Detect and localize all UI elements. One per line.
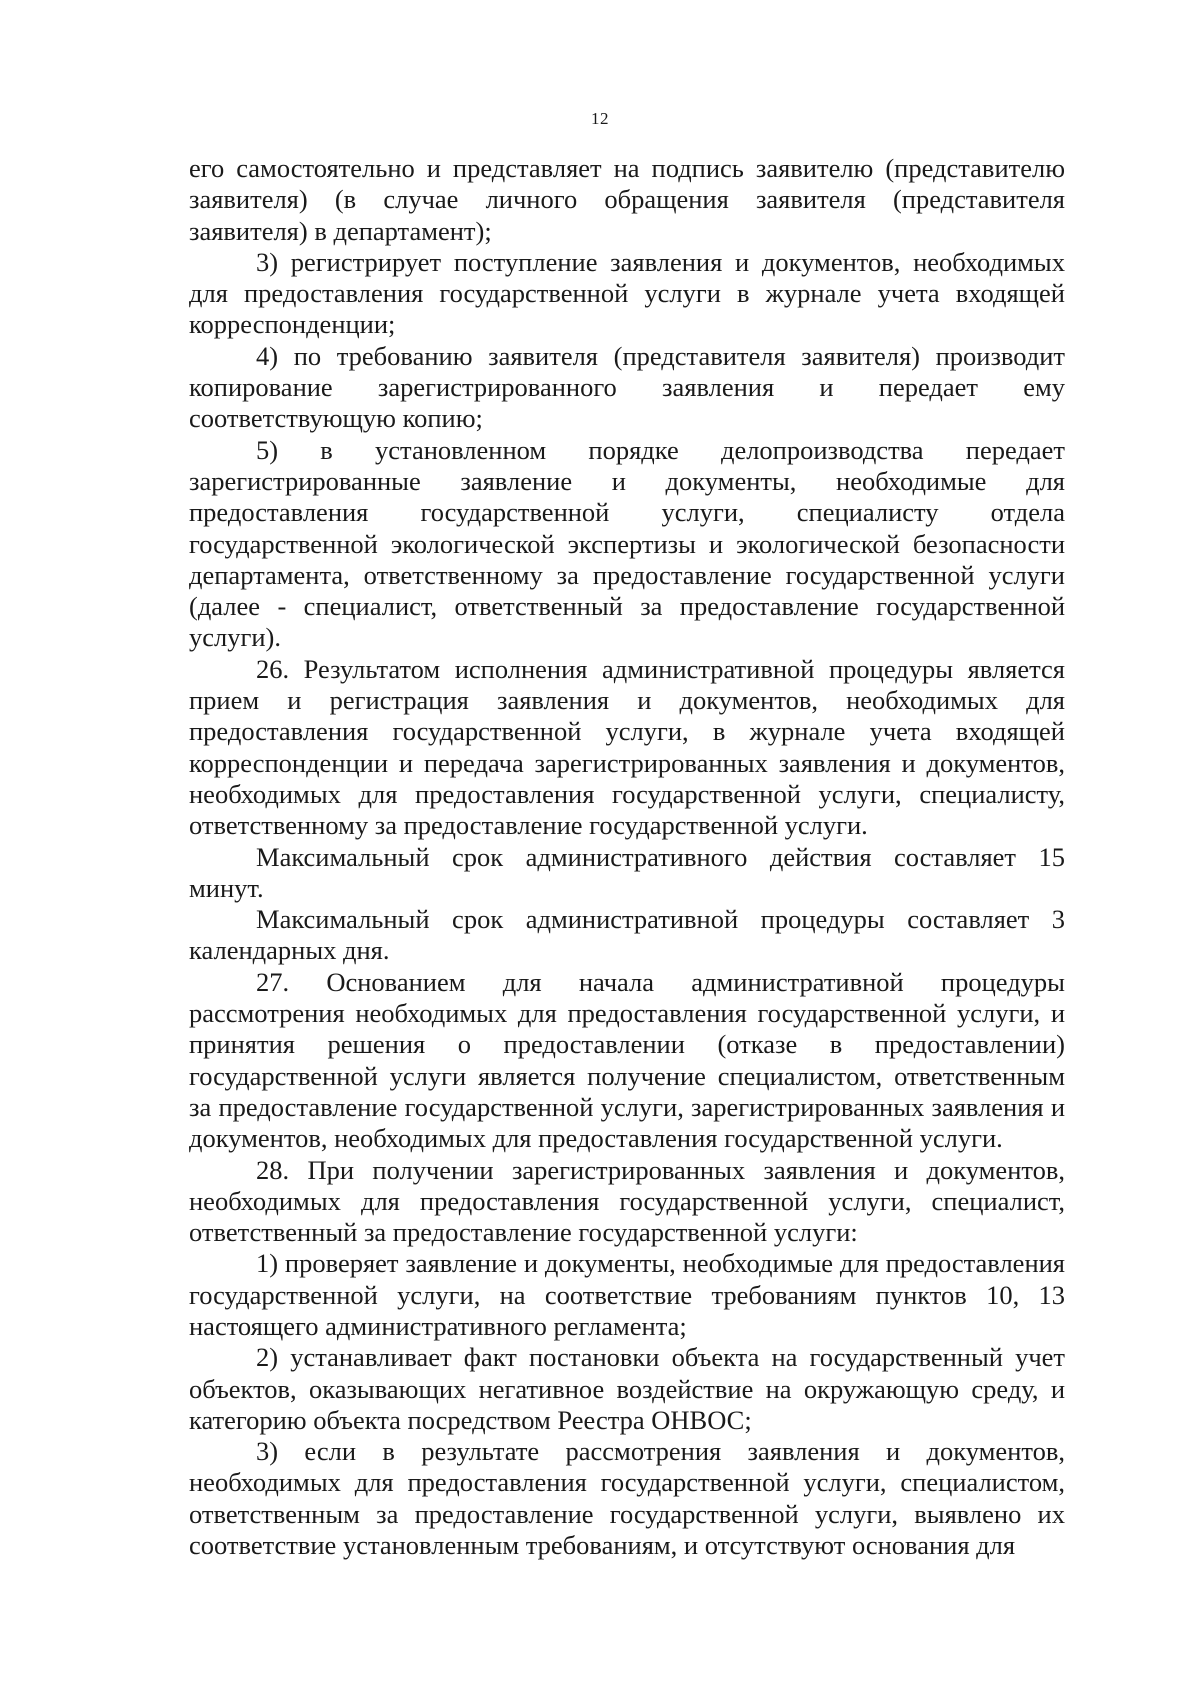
paragraph: его самостоятельно и представляет на подпись заявителю (представителю заявителя) (в случае личного обращения заявителя (представителя заявителя) в департамент); — [189, 153, 1065, 246]
paragraph: 5) в установленном порядке делопроизводства передает зарегистрированные заявление и документы, необходимые для предоставления государственной услуги, специалисту отдела государственной экологической экспертизы и экологической безопасности департамента, ответственному за предоставление государственной услуги (далее - специалист, ответственный за предоставление государственной услуги). — [189, 434, 1065, 653]
page-number: 12 — [591, 109, 609, 128]
paragraph: 3) регистрирует поступление заявления и документов, необходимых для предоставления государственной услуги в журнале учета входящей корреспонденции; — [189, 246, 1065, 340]
paragraph: 1) проверяет заявление и документы, необходимые для предоставления государственной услуги, на соответствие требованиям пунктов 10, 13 настоящего административного регламента; — [189, 1248, 1065, 1341]
paragraph: 26. Результатом исполнения административной процедуры является прием и регистрация заявления и документов, необходимых для предоставления государственной услуги, в журнале учета входящей корреспонденции и передача зарегистрированных заявления и документов, необходимых для предоставления государственной услуги, специалисту, ответственному за предоставление государственной услуги. — [189, 653, 1065, 841]
paragraph: 27. Основанием для начала административной процедуры рассмотрения необходимых для предоставления государственной услуги, и принятия решения о предоставлении (отказе в предоставлении) государственной услуги является получение специалистом, ответственным за предоставление государственной услуги, зарегистрированных заявления и документов, необходимых для предоставления государственной услуги. — [189, 966, 1065, 1154]
paragraph: 3) если в результате рассмотрения заявления и документов, необходимых для предоставления государственной услуги, специалистом, ответственным за предоставление государственной услуги, выявлено их соответствие установленным требованиям, и отсутствуют основания для — [189, 1436, 1065, 1561]
document-body — [189, 153, 1065, 1561]
paragraph: 28. При получении зарегистрированных заявления и документов, необходимых для предоставления государственной услуги, специалист, ответственный за предоставление государственной услуги: — [189, 1154, 1065, 1248]
paragraph: 2) устанавливает факт постановки объекта на государственный учет объектов, оказывающих негативное воздействие на окружающую среду, и категорию объекта посредством Реестра ОНВОС; — [189, 1342, 1065, 1435]
paragraph: Максимальный срок административной процедуры составляет 3 календарных дня. — [189, 904, 1065, 966]
paragraph: 4) по требованию заявителя (представителя заявителя) производит копирование зарегистрированного заявления и передает ему соответствующую копию; — [189, 340, 1065, 434]
paragraph: Максимальный срок административного действия составляет 15 минут. — [189, 841, 1065, 903]
